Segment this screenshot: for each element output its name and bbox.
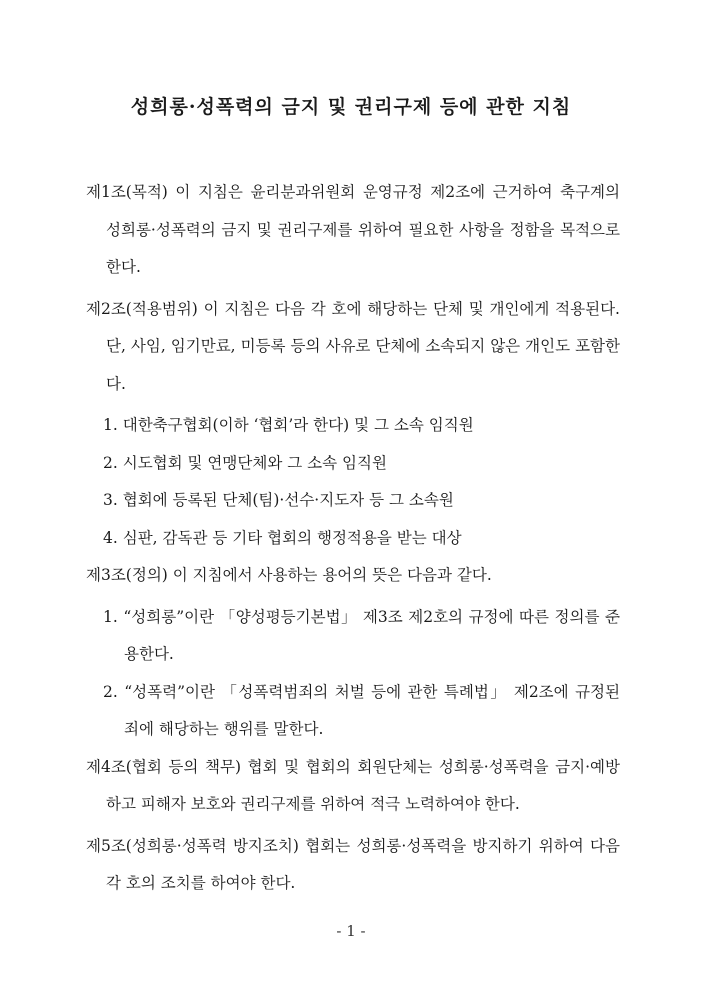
article-2-item-4: 4. 심판, 감독관 등 기타 협회의 행정적용을 받는 대상: [103, 528, 462, 547]
article-4: 제4조(협회 등의 책무) 협회 및 협회의 회원단체는 성희롱·성폭력을 금지·예방하고 피해자 보호와 권리구제를 위하여 적극 노력하여야 한다.: [86, 757, 620, 813]
article-3-item-1: 1. “성희롱”이란 「양성평등기본법」 제3조 제2호의 규정에 따른 정의를 준용한다.: [103, 607, 620, 663]
article-2-item-3: 3. 협회에 등록된 단체(팀)·선수·지도자 등 그 소속원: [103, 491, 454, 509]
article-2: 제2조(적용범위) 이 지침은 다음 각 호에 해당하는 단체 및 개인에게 적용된다. 단, 사임, 임기만료, 미등록 등의 사유로 단체에 소속되지 않은 개인도 포함한다.: [86, 299, 620, 393]
article-1: 제1조(목적) 이 지침은 윤리분과위원회 운영규정 제2조에 근거하여 축구계의 성희롱·성폭력의 금지 및 권리구제를 위하여 필요한 사항을 정함을 목적으로 한다.: [86, 183, 620, 276]
article-2-item-2: 2. 시도협회 및 연맹단체와 그 소속 임직원: [103, 453, 387, 472]
document-body: [86, 174, 620, 907]
article-3-item-2: 2. “성폭력”이란 「성폭력범죄의 처벌 등에 관한 특례법」 제2조에 규정된 죄에 해당하는 행위를 말한다.: [103, 682, 620, 738]
article-5: 제5조(성희롱·성폭력 방지조치) 협회는 성희롱·성폭력을 방지하기 위하여 다음 각 호의 조치를 하여야 한다.: [86, 836, 620, 892]
document-title: 성희롱·성폭력의 금지 및 권리구제 등에 관한 지침: [130, 96, 572, 118]
page-number: - 1 -: [336, 922, 366, 940]
article-2-items: [86, 407, 620, 557]
article-3: 제3조(정의) 이 지침에서 사용하는 용어의 뜻은 다음과 같다.: [86, 566, 492, 584]
article-2-item-1: 1. 대한축구협회(이하 ‘협회’라 한다) 및 그 소속 임직원: [103, 416, 474, 434]
article-3-items: [86, 599, 620, 749]
